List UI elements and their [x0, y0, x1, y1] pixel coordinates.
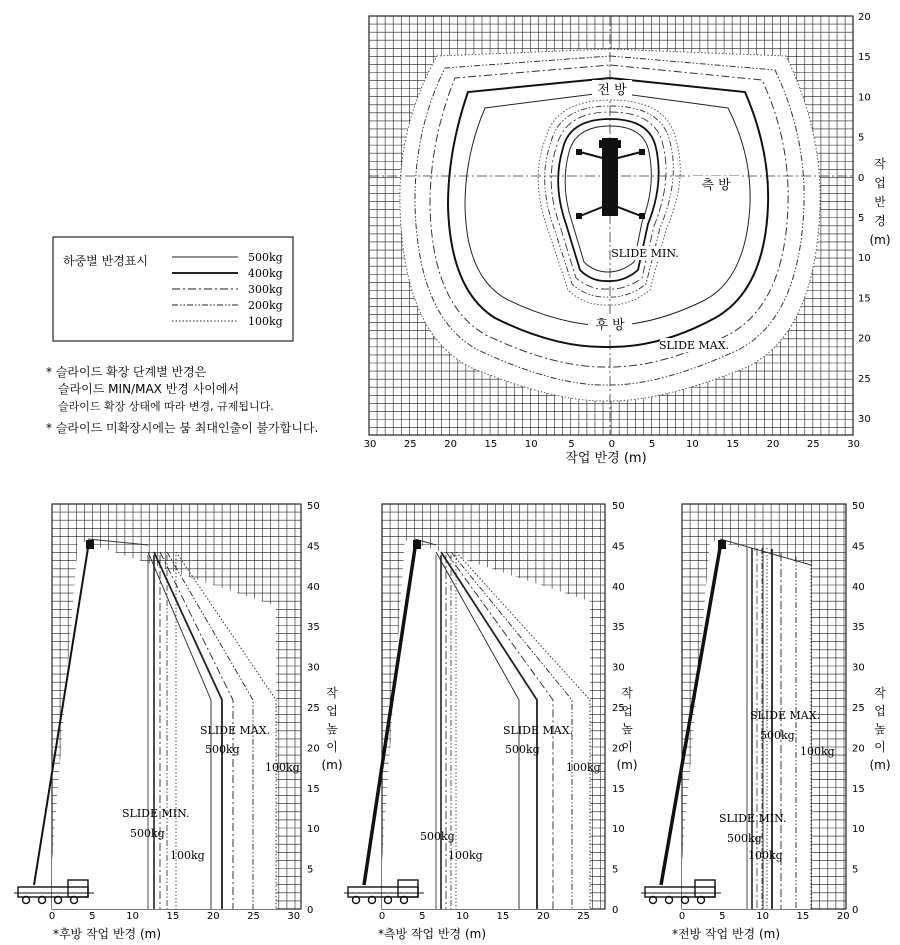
- label-max-100: 100kg: [265, 761, 300, 774]
- y-tick: 10: [307, 824, 320, 836]
- y-label-char: (m): [616, 758, 638, 772]
- note1-line3: 슬라이드 확장 상태에 따라 변경, 규제됩니다.: [58, 400, 274, 413]
- y-tick: 35: [612, 622, 625, 634]
- y-label-char: 업: [621, 704, 633, 718]
- x-tick: 0: [678, 911, 686, 922]
- y-tick: 0: [307, 905, 314, 916]
- y-label-char: 이: [874, 740, 886, 754]
- top-y-label-char: 경: [874, 214, 886, 228]
- x-tick: 20: [206, 911, 220, 922]
- note2: * 슬라이드 미확장시에는 붐 최대인출이 불가합니다.: [46, 421, 319, 435]
- y-tick: 5: [852, 864, 859, 876]
- top-y-tick-labels: [858, 12, 871, 425]
- top-x-tick: 20: [766, 439, 780, 450]
- y-tick: 30: [852, 662, 865, 674]
- top-y-tick: 25: [858, 373, 871, 385]
- top-x-tick: 5: [568, 439, 575, 450]
- work-platform: [413, 540, 421, 549]
- top-y-tick: 30: [858, 414, 871, 425]
- y-label-char: 업: [326, 704, 338, 718]
- label-slide-max: SLIDE MAX.: [750, 709, 821, 722]
- y-tick: 35: [307, 622, 320, 634]
- height-plots: [14, 501, 891, 941]
- y-tick: 20: [307, 743, 320, 755]
- note1-line2: 슬라이드 MIN/MAX 반경 사이에서: [58, 382, 240, 396]
- top-x-tick: 25: [806, 439, 820, 450]
- y-tick: 40: [852, 581, 865, 593]
- x-tick: 20: [836, 911, 850, 922]
- top-y-axis-label: [869, 156, 890, 247]
- label-side: 측 방: [701, 178, 731, 193]
- x-tick: 15: [796, 911, 810, 922]
- top-y-tick: 10: [858, 92, 871, 104]
- top-x-tick: 0: [608, 439, 615, 450]
- y-tick: 5: [307, 864, 314, 876]
- y-tick: 45: [852, 541, 865, 553]
- y-tick: 50: [852, 501, 865, 512]
- top-y-tick: 10: [858, 253, 871, 265]
- top-y-label-char: 작: [874, 157, 886, 171]
- x-tick: 15: [496, 911, 510, 922]
- x-tick: 15: [166, 911, 180, 922]
- label-max-100: 100kg: [800, 745, 835, 758]
- x-tick: 20: [536, 911, 550, 922]
- y-label-char: 이: [326, 740, 338, 754]
- height-plot-rear: [14, 501, 343, 941]
- y-tick: 50: [307, 501, 320, 512]
- plot-title: *후방 작업 반경 (m): [52, 927, 162, 941]
- top-y-tick: 20: [858, 12, 871, 23]
- y-tick: 15: [852, 783, 865, 795]
- legend-item-label: 300kg: [248, 283, 283, 296]
- label-min-100: 100kg: [748, 849, 783, 862]
- work-platform: [718, 540, 726, 549]
- top-y-tick: 0: [858, 172, 865, 184]
- y-tick: 45: [612, 541, 625, 553]
- legend-title: 하중별 반경표시: [63, 254, 148, 268]
- top-x-tick: 10: [686, 439, 699, 450]
- top-x-tick: 15: [726, 439, 740, 450]
- top-y-tick: 15: [858, 293, 871, 305]
- plot-title: *전방 작업 반경 (m): [671, 927, 781, 941]
- notes: [46, 364, 318, 435]
- x-tick: 0: [378, 911, 386, 922]
- top-x-tick: 20: [444, 439, 457, 450]
- label-max-500: 500kg: [760, 729, 795, 742]
- y-tick: 15: [612, 783, 625, 795]
- legend-box: [53, 237, 293, 341]
- top-y-tick: 5: [858, 213, 865, 224]
- y-tick: 40: [612, 581, 625, 593]
- y-tick: 0: [612, 905, 619, 916]
- y-tick: 25: [612, 703, 625, 714]
- top-y-tick: 15: [858, 52, 871, 64]
- y-label-char: 작: [621, 686, 633, 700]
- x-tick: 0: [48, 911, 56, 922]
- y-tick: 50: [612, 501, 625, 512]
- y-tick: 0: [852, 905, 859, 916]
- top-y-label-char: 반: [874, 195, 886, 209]
- label-slide-min: SLIDE MIN.: [719, 812, 787, 825]
- top-y-label-char: 업: [874, 176, 886, 190]
- label-max-100: 100kg: [566, 761, 601, 774]
- top-x-tick: 10: [524, 439, 538, 450]
- x-tick: 25: [577, 911, 590, 922]
- top-y-label-char: (m): [869, 233, 891, 247]
- y-tick: 40: [307, 581, 320, 593]
- x-tick: 10: [756, 911, 769, 922]
- label-min-500: 500kg: [727, 832, 762, 845]
- x-tick: 30: [287, 911, 301, 922]
- top-y-tick: 20: [858, 333, 871, 345]
- note1-line1: * 슬라이드 확장 단계별 반경은: [46, 365, 207, 379]
- y-tick: 25: [307, 703, 320, 714]
- y-tick: 20: [852, 743, 865, 755]
- y-label-char: 높: [621, 722, 633, 736]
- label-max-500: 500kg: [505, 743, 540, 756]
- top-x-tick: 25: [403, 439, 417, 450]
- y-tick: 20: [612, 743, 625, 755]
- y-label-char: 작: [874, 686, 886, 700]
- plot-title: *측방 작업 반경 (m): [377, 927, 487, 941]
- work-platform: [86, 540, 94, 549]
- label-slide-max: SLIDE MAX.: [200, 724, 271, 737]
- x-tick: 5: [89, 911, 96, 922]
- label-min-500: 500kg: [420, 830, 455, 843]
- y-tick: 35: [852, 622, 865, 634]
- x-tick: 5: [419, 911, 426, 922]
- legend-item-label: 500kg: [248, 251, 283, 264]
- y-tick: 10: [852, 824, 865, 836]
- label-rear: 후 방: [595, 318, 625, 333]
- legend-item-label: 400kg: [248, 267, 283, 280]
- top-x-tick: 30: [847, 439, 860, 450]
- y-label-char: (m): [869, 758, 891, 772]
- height-plot-front: [641, 501, 891, 941]
- legend-item-label: 100kg: [248, 315, 283, 328]
- label-slide-max: SLIDE MAX.: [503, 724, 574, 737]
- height-plot-side: [344, 501, 638, 941]
- top-x-tick: 30: [363, 439, 377, 450]
- top-work-radius-plot: [364, 12, 891, 466]
- y-tick: 25: [852, 703, 865, 714]
- y-tick: 15: [307, 783, 320, 795]
- label-front: 전 방: [597, 83, 627, 98]
- label-min-500: 500kg: [130, 827, 165, 840]
- y-tick: 5: [612, 864, 619, 876]
- y-label-char: 높: [874, 722, 886, 736]
- y-label-char: (m): [321, 758, 343, 772]
- label-min-100: 100kg: [170, 849, 205, 862]
- label-slide-max: SLIDE MAX.: [658, 339, 730, 352]
- top-x-axis-label: 작업 반경 (m): [565, 451, 647, 466]
- y-label-char: 업: [874, 704, 886, 718]
- top-x-tick: 15: [484, 439, 498, 450]
- y-label-char: 높: [326, 722, 338, 736]
- y-tick: 30: [612, 662, 625, 674]
- y-tick: 30: [307, 662, 320, 674]
- label-slide-min: SLIDE MIN.: [611, 247, 679, 260]
- legend-item-label: 200kg: [248, 299, 283, 312]
- label-min-100: 100kg: [448, 849, 483, 862]
- y-tick: 45: [307, 541, 320, 553]
- label-max-500: 500kg: [205, 743, 240, 756]
- top-x-tick: 5: [648, 439, 656, 450]
- x-tick: 10: [456, 911, 469, 922]
- x-tick: 5: [719, 911, 726, 922]
- y-tick: 10: [612, 824, 625, 836]
- y-label-char: 작: [326, 686, 338, 700]
- top-y-tick: 5: [858, 132, 865, 144]
- top-x-tick-labels: [364, 439, 860, 450]
- x-tick: 10: [126, 911, 139, 922]
- x-tick: 25: [247, 911, 260, 922]
- y-label-char: 이: [621, 740, 633, 754]
- label-slide-min: SLIDE MIN.: [122, 807, 190, 820]
